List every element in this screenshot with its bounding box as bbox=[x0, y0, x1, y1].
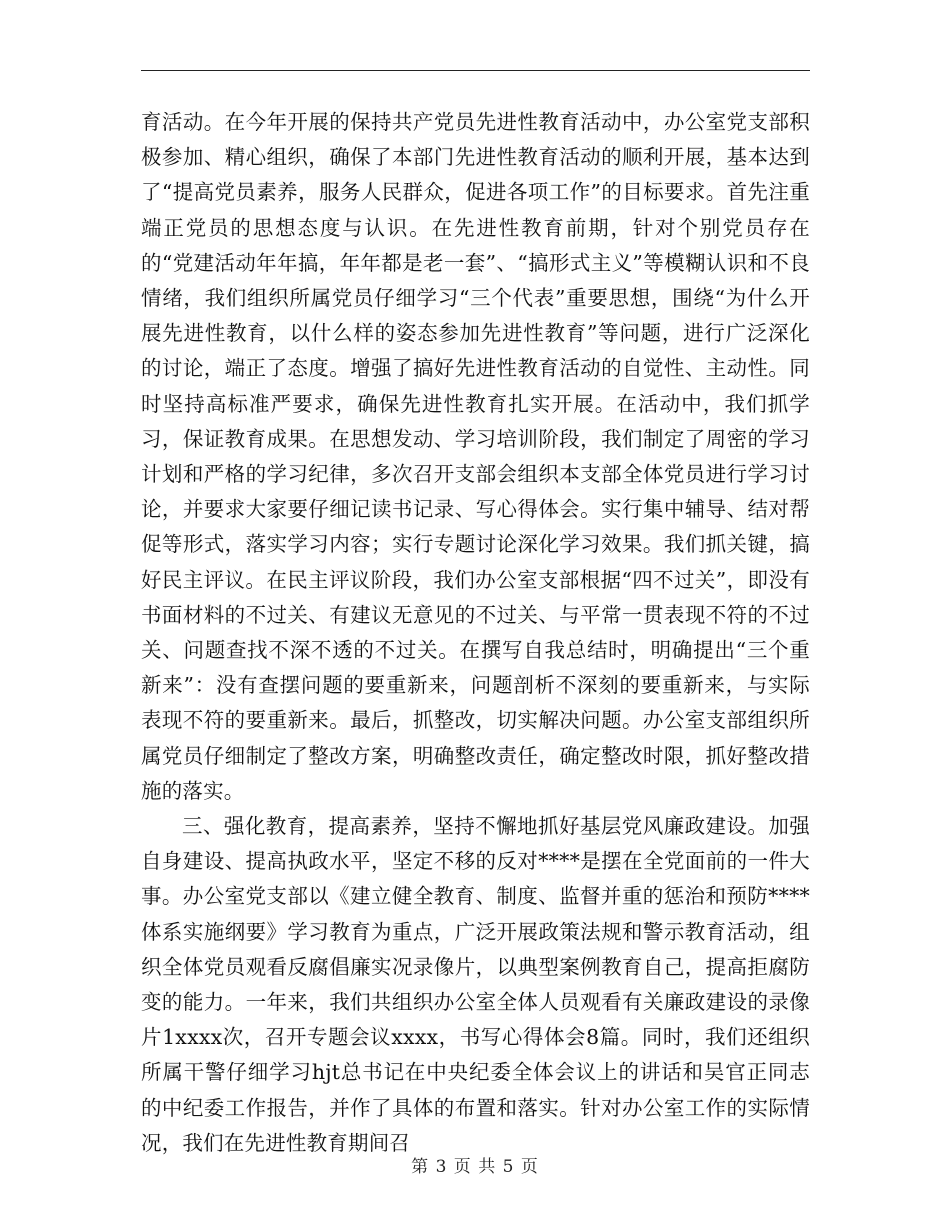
paragraph-party-education: 育活动。在今年开展的保持共产党员先进性教育活动中，办公室党支部积极参加、精心组织，确保了本部门先进性教育活动的顺利开展，基本达到了“提高党员素养，服务人民群众，促进各项工作”的目标要求。首先注重端正党员的思想态度与认识。在先进性教育前期，针对个别党员存在的“党建活动年年搞，年年都是老一套”、“搞形式主义”等模糊认识和不良情绪，我们组织所属党员仔细学习“三个代表”重要思想，围绕“为什么开展先进性教育，以什么样的姿态参加先进性教育”等问题，进行广泛深化的讨论，端正了态度。增强了搞好先进性教育活动的自觉性、主动性。同时坚持高标准严要求，确保先进性教育扎实开展。在活动中，我们抓学习，保证教育成果。在思想发动、学习培训阶段，我们制定了周密的学习计划和严格的学习纪律，多次召开支部会组织本支部全体党员进行学习讨论，并要求大家要仔细记读书记录、写心得体会。实行集中辅导、结对帮促等形式，落实学习内容；实行专题讨论深化学习效果。我们抓关键，搞好民主评议。在民主评议阶段，我们办公室支部根据“四不过关”，即没有书面材料的不过关、有建议无意见的不过关、与平常一贯表现不符的不过关、问题查找不深不透的不过关。在撰写自我总结时，明确提出“三个重新来”：没有查摆问题的要重新来，问题剖析不深刻的要重新来，与实际表现不符的要重新来。最后，抓整改，切实解决问题。办公室支部组织所属党员仔细制定了整改方案，明确整改责任，确定整改时限，抓好整改措施的落实。 bbox=[141, 110, 810, 803]
document-body bbox=[141, 105, 810, 1161]
header-rule bbox=[141, 70, 810, 71]
paragraph-anti-corruption: 三、强化教育，提高素养，坚持不懈地抓好基层党风廉政建设。加强自身建设、提高执政水平，坚定不移的反对****是摆在全党面前的一件大事。办公室党支部以《建立健全教育、制度、监督并重的惩治和预防****体系实施纲要》学习教育为重点，广泛开展政策法规和警示教育活动，组织全体党员观看反腐倡廉实况录像片，以典型案例教育自己，提高拒腐防变的能力。一年来，我们共组织办公室全体人员观看有关廉政建设的录像片1xxxx次，召开专题会议xxxx，书写心得体会8篇。同时，我们还组织所属干警仔细学习hjt总书记在中央纪委全体会议上的讲话和吴官正同志的中纪委工作报告，并作了具体的布置和落实。针对办公室工作的实际情况，我们在先进性教育期间召 bbox=[141, 814, 810, 1155]
page-number-footer: 第 3 页 共 5 页 bbox=[411, 1157, 539, 1177]
